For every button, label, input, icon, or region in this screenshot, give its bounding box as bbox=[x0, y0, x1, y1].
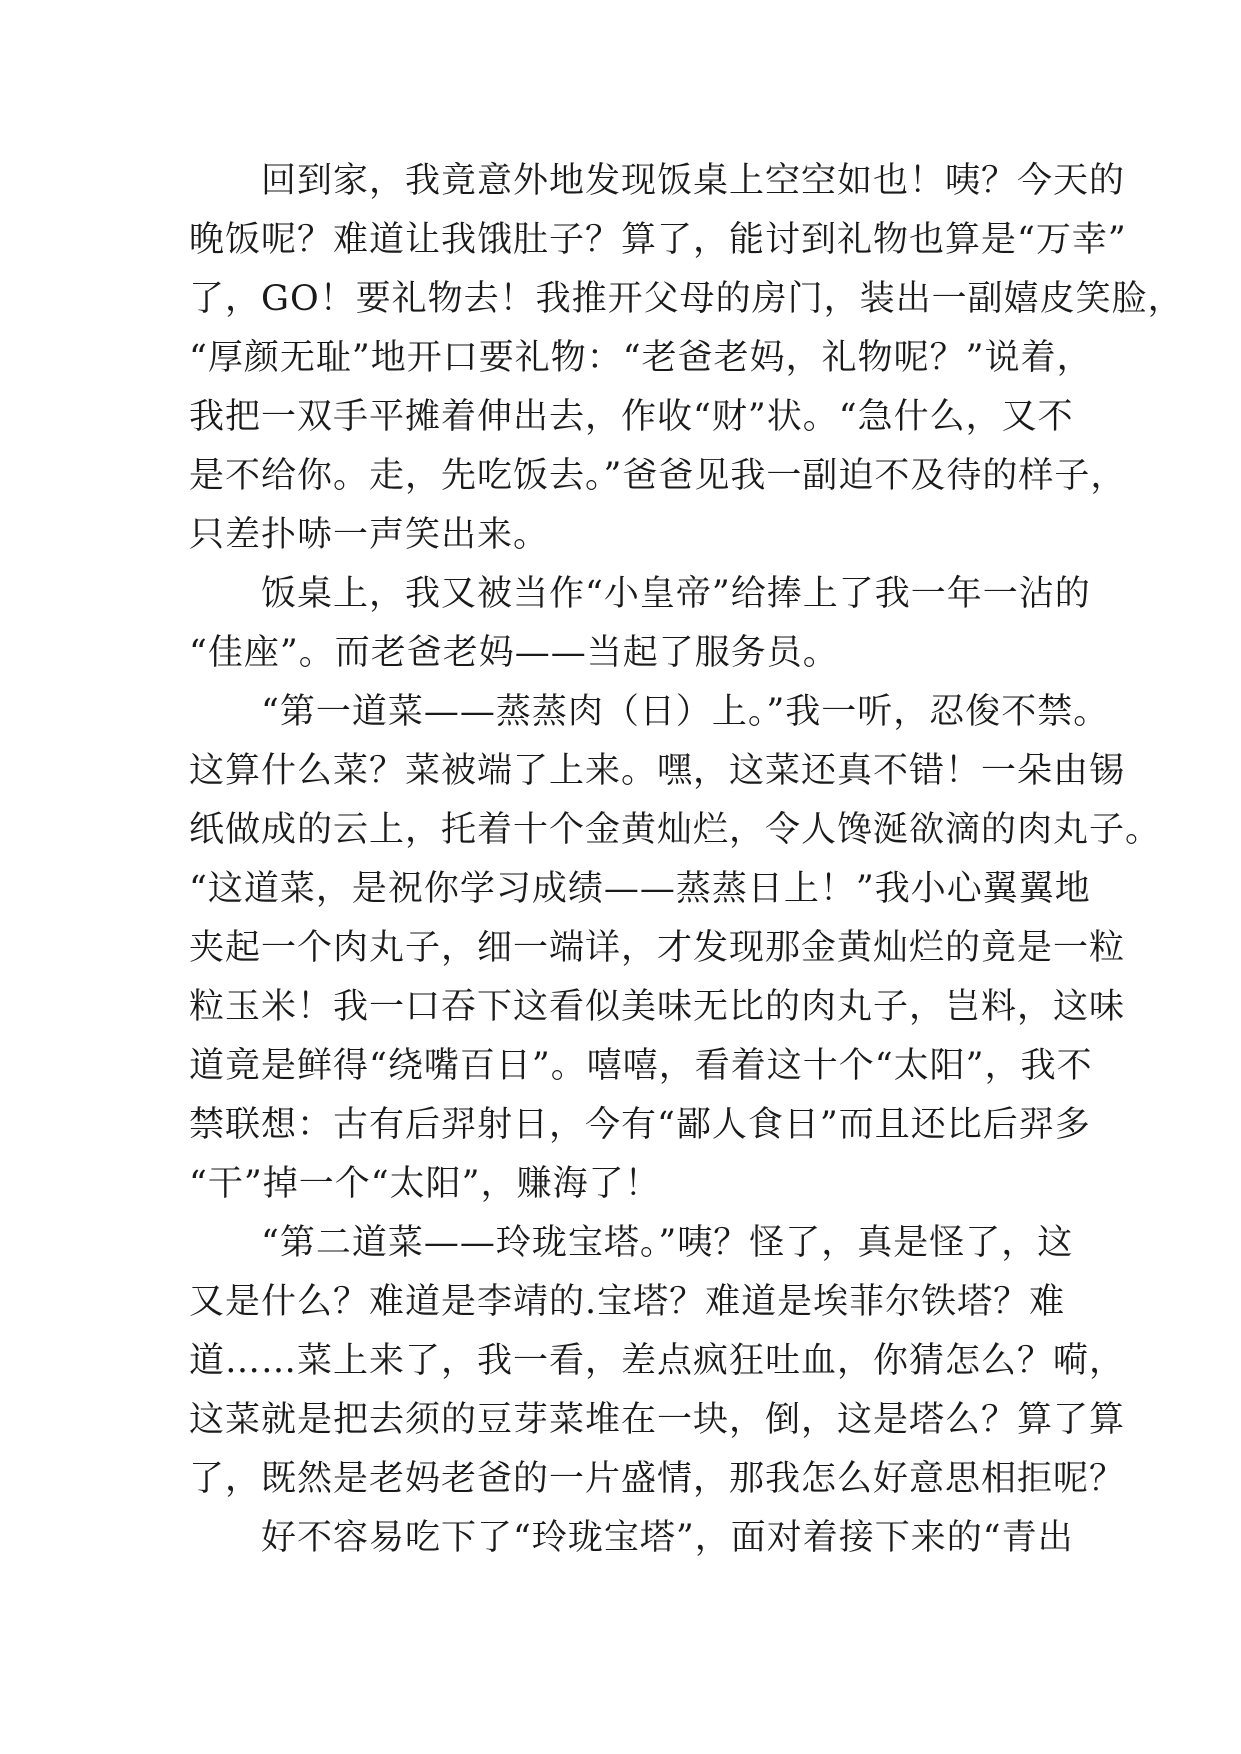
text-line: 晚饭呢？难道让我饿肚子？算了，能讨到礼物也算是“万幸” bbox=[189, 220, 1127, 260]
text-line: 我把一双手平摊着伸出去，作收“财”状。“急什么，又不 bbox=[189, 397, 1074, 437]
text-line: “第一道菜——蒸蒸肉（日）上。”我一听，忍俊不禁。 bbox=[189, 692, 1110, 732]
text-line: “厚颜无耻”地开口要礼物：“老爸老妈，礼物呢？”说着， bbox=[189, 338, 1093, 378]
text-line: “第二道菜——玲珑宝塔。”咦？怪了，真是怪了，这 bbox=[189, 1223, 1074, 1263]
text-line: 禁联想：古有后羿射日，今有“鄙人食日”而且还比后羿多 bbox=[189, 1105, 1091, 1145]
text-line: 是不给你。走，先吃饭去。”爸爸见我一副迫不及待的样子， bbox=[189, 456, 1127, 496]
text-line: 纸做成的云上，托着十个金黄灿烂，令人馋涎欲滴的肉丸子。 bbox=[189, 810, 1162, 850]
text-line: 道……菜上来了，我一看，差点疯狂吐血，你猜怎么？嗬， bbox=[189, 1341, 1126, 1381]
text-line: 道竟是鲜得“绕嘴百日”。嘻嘻，看着这十个“太阳”，我不 bbox=[189, 1046, 1093, 1086]
text-line: 又是什么？难道是李靖的.宝塔？难道是埃菲尔铁塔？难 bbox=[189, 1282, 1066, 1322]
text-line: 回到家，我竟意外地发现饭桌上空空如也！咦？今天的 bbox=[189, 161, 1126, 201]
text-line: 夹起一个肉丸子，细一端详，才发现那金黄灿烂的竟是一粒 bbox=[189, 928, 1126, 968]
text-line: 了，既然是老妈老爸的一片盛情，那我怎么好意思相拒呢？ bbox=[189, 1459, 1126, 1499]
text-line: 只差扑哧一声笑出来。 bbox=[189, 515, 550, 555]
text-line: 这菜就是把去须的豆芽菜堆在一块，倒，这是塔么？算了算 bbox=[189, 1400, 1126, 1440]
text-line: 好不容易吃下了“玲珑宝塔”，面对着接下来的“青出 bbox=[189, 1518, 1074, 1558]
text-line: 这算什么菜？菜被端了上来。嘿，这菜还真不错！一朵由锡 bbox=[189, 751, 1126, 791]
text-line: “这道菜，是祝你学习成绩——蒸蒸日上！”我小心翼翼地 bbox=[189, 869, 1091, 909]
text-line: 了，GO！要礼物去！我推开父母的房门，装出一副嬉皮笑脸， bbox=[189, 279, 1184, 319]
text-line: 饭桌上，我又被当作“小皇帝”给捧上了我一年一沾的 bbox=[189, 574, 1091, 614]
text-line: 粒玉米！我一口吞下这看似美味无比的肉丸子，岂料，这味 bbox=[189, 987, 1126, 1027]
text-line: “干”掉一个“太阳”，赚海了！ bbox=[189, 1164, 661, 1204]
text-line: “佳座”。而老爸老妈——当起了服务员。 bbox=[189, 633, 839, 673]
document-body bbox=[189, 152, 1184, 1568]
